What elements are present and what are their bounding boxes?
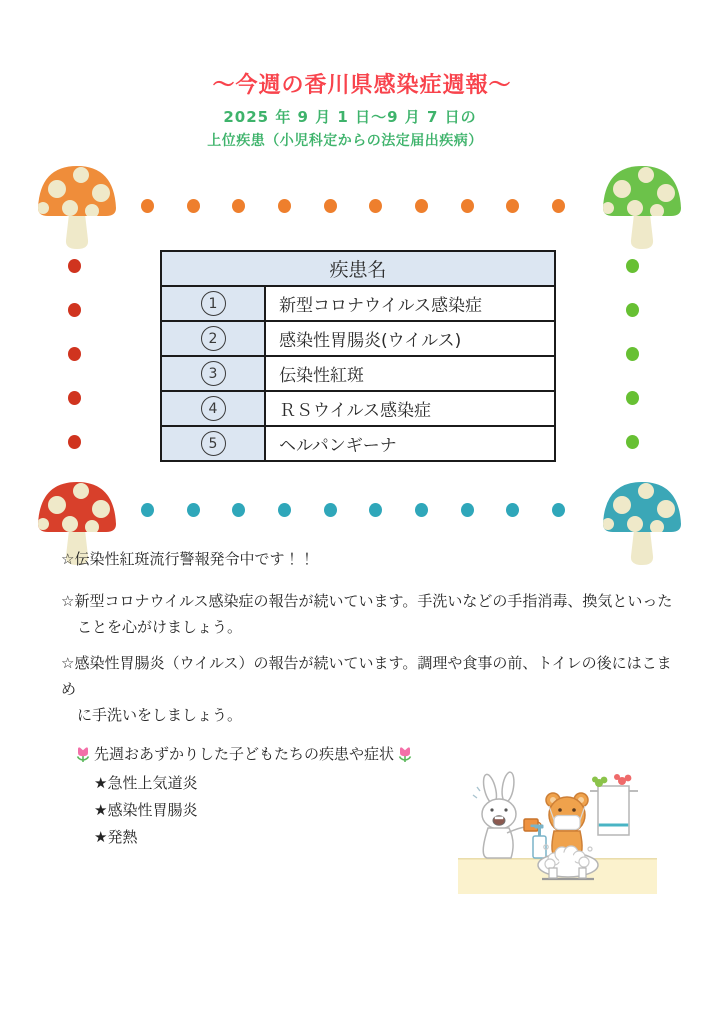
dotted-border-right [626,259,639,449]
border-dot [141,199,154,213]
report-title: ～今週の香川県感染症週報～ [212,73,512,98]
weekly-symptoms-section [76,742,412,851]
mushroom-icon-top-right [597,160,687,252]
border-dot [278,503,291,517]
note-text: ☆伝染性紅斑流行警報発令中です！！ [61,550,315,568]
circled-number: 4 [201,396,226,421]
rabbit-illustration [473,771,541,858]
disease-name: ヘルパンギーナ [265,426,555,461]
circled-number: 2 [201,326,226,351]
border-dot [68,303,81,317]
border-dot [278,199,291,213]
disease-name: 新型コロナウイルス感染症 [265,286,555,321]
table-row [161,321,555,356]
report-period: 2025 年 9 月 1 日～9 月 7 日の [223,108,477,126]
note-text: ☆感染性胃腸炎（ウイルス）の報告が続いています。調理や食事の前、トイレの後にはこまめ [61,654,672,698]
border-dot [626,391,639,405]
rank-number [161,391,265,426]
disease-name: ＲＳウイルス感染症 [265,391,555,426]
rank-number [161,286,265,321]
border-dot [552,199,565,213]
note-text-continuation: ことを心がけましょう。 [77,618,243,636]
weekly-symptoms-heading-row [76,742,412,766]
dotted-border-left [68,259,81,449]
note-text-continuation: に手洗いをしましょう。 [77,706,243,724]
circled-number: 3 [201,361,226,386]
towel-icon [590,774,638,835]
border-dot [232,199,245,213]
wash-basin-icon [538,845,598,879]
table-header-row [161,251,555,286]
border-dot [626,347,639,361]
tulip-icon [76,746,90,763]
mask-icon [554,816,580,830]
border-dot [141,503,154,517]
table-row [161,286,555,321]
border-dot [369,503,382,517]
symptom-item: ★発熱 [94,828,138,846]
advisory-note-alert [61,546,681,572]
border-dot [68,391,81,405]
weekly-symptoms-heading: 先週おあずかりした子どもたちの疾患や症状 [94,745,395,763]
dotted-border-top [141,199,565,213]
handwashing-illustration [450,762,665,897]
border-dot [415,503,428,517]
advisory-note-covid [61,588,681,640]
table-header-disease-name: 疾患名 [161,251,555,286]
disease-name: 伝染性紅斑 [265,356,555,391]
advisory-note-gastro [61,650,681,728]
circled-number: 5 [201,431,226,456]
border-dot [506,199,519,213]
border-dot [232,503,245,517]
border-dot [415,199,428,213]
border-dot [626,303,639,317]
table-row [161,356,555,391]
border-dot [324,503,337,517]
border-dot [506,503,519,517]
border-dot [68,435,81,449]
note-text: ☆新型コロナウイルス感染症の報告が続いています。手洗いなどの手指消毒、換気といった [61,592,673,610]
mushroom-icon-top-left [32,160,122,252]
report-subtitle: 上位疾患（小児科定からの法定届出疾病） [207,133,483,149]
border-dot [461,199,474,213]
rank-number [161,426,265,461]
border-dot [324,199,337,213]
symptom-list [76,770,412,851]
circled-number: 1 [201,291,226,316]
border-dot [187,199,200,213]
border-dot [68,259,81,273]
border-dot [626,259,639,273]
border-dot [461,503,474,517]
symptom-item: ★感染性胃腸炎 [94,801,198,819]
disease-name: 感染性胃腸炎(ウイルス) [265,321,555,356]
symptom-item: ★急性上気道炎 [94,774,198,792]
towel-clip-red [614,774,631,785]
tulip-icon [398,746,412,763]
border-dot [68,347,81,361]
border-dot [552,503,565,517]
border-dot [187,503,200,517]
rank-number [161,356,265,391]
rank-number [161,321,265,356]
table-row [161,426,555,461]
border-dot [626,435,639,449]
disease-ranking-table [160,250,556,462]
border-dot [369,199,382,213]
table-row [161,391,555,426]
dotted-border-bottom [141,503,565,517]
